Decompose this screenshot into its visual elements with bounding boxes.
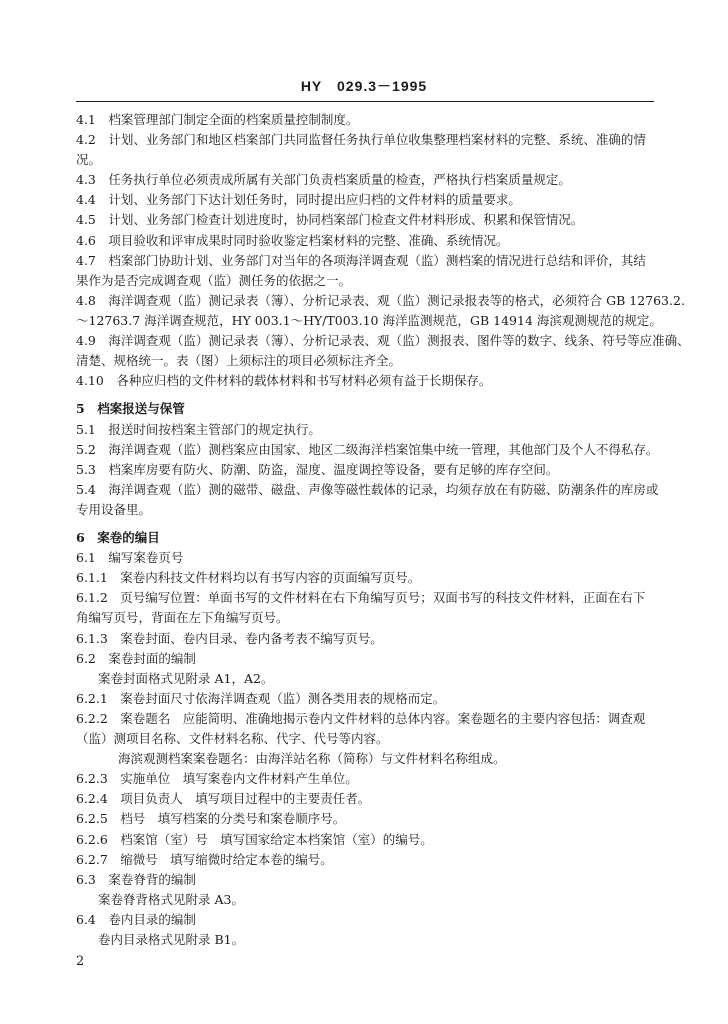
clause-4-7: 4.7 档案部门协助计划、业务部门对当年的各项海洋调查观（监）测档案的情况进行总结和评价，其结 [76,253,646,268]
clause-6-1-2-cont: 角编写页号，背面在左下角编写页号。 [76,610,289,625]
clause-6-2-7: 6.2.7 缩微号 填写缩微时给定本卷的编号。 [76,852,333,867]
clause-4-10: 4.10 各种应归档的文件材料的载体材料和书写材料必须有益于长期保存。 [76,373,492,388]
clause-6-2-2: 6.2.2 案卷题名 应能简明、准确地揭示卷内文件材料的总体内容。案卷题名的主要内容包括：调查观 [76,711,646,726]
clause-6-3-note: 案卷脊背格式见附录 A3。 [98,892,244,907]
clause-4-8: 4.8 海洋调查观（监）测记录表（簿）、分析记录表、观（监）测记录报表等的格式，必须符合 GB 12763.2. [76,293,685,308]
clause-4-2: 4.2 计划、业务部门和地区档案部门共同监督任务执行单位收集整理档案材料的完整、系统、准确的情 [76,132,646,147]
clause-6-1-2: 6.1.2 页号编写位置：单面书写的文件材料在右下角编写页号；双面书写的科技文件材料，正面在右下 [76,590,646,605]
clause-6-2-note: 案卷封面格式见附录 A1，A2。 [98,671,274,686]
clause-6-3: 6.3 案卷脊背的编制 [76,872,196,887]
clause-6-2-6: 6.2.6 档案馆（室）号 填写国家给定本档案馆（室）的编号。 [76,832,433,847]
clause-4-6: 4.6 项目验收和评审成果时同时验收鉴定档案材料的完整、准确、系统情况。 [76,233,509,248]
standard-header: HY 029.3－1995 [300,78,428,94]
section-6-heading: 6 案卷的编目 [76,530,160,545]
clause-4-5: 4.5 计划、业务部门检查计划进度时，协同档案部门检查文件材料形成、积累和保管情况。 [76,212,584,227]
clause-5-1: 5.1 报送时间按档案主管部门的规定执行。 [76,422,321,437]
clause-5-4-cont: 专用设备里。 [76,502,152,517]
clause-6-4: 6.4 卷内目录的编制 [76,912,196,927]
clause-6-2-1: 6.2.1 案卷封面尺寸依海洋调查观（监）测各类用表的规格而定。 [76,691,446,706]
clause-5-4: 5.4 海洋调查观（监）测的磁带、磁盘、声像等磁性载体的记录，均须存放在有防磁、防潮条件的库房或 [76,482,659,497]
clause-4-1: 4.1 档案管理部门制定全面的档案质量控制制度。 [76,112,359,127]
clause-6-1-3: 6.1.3 案卷封面、卷内目录、卷内备考表不编写页号。 [76,631,383,646]
clause-4-9-cont: 清楚、规格统一。表（图）上须标注的项目必须标注齐全。 [76,353,402,368]
clause-4-8-cont: ～12763.7 海洋调查规范，HY 003.1～HY/T003.10 海洋监测规范，GB 14914 海滨观测规范的规定。 [76,313,662,328]
clause-6-1-1: 6.1.1 案卷内科技文件材料均以有书写内容的页面编写页号。 [76,570,421,585]
clause-6-2-2-note: 海滨观测档案案卷题名：由海洋站名称（简称）与文件材料名称组成。 [118,751,506,766]
page-number: 2 [76,954,85,969]
clause-6-2-5: 6.2.5 档号 填写档案的分类号和案卷顺序号。 [76,811,346,826]
clause-6-4-note: 卷内目录格式见附录 B1。 [98,932,245,947]
clause-4-2-cont: 况。 [76,152,102,167]
clause-4-3: 4.3 任务执行单位必须责成所属有关部门负责档案质量的检查，严格执行档案质量规定。 [76,172,571,187]
clause-6-1: 6.1 编写案卷页号 [76,550,184,565]
clause-6-2-3: 6.2.3 实施单位 填写案卷内文件材料产生单位。 [76,771,358,786]
section-5-heading: 5 档案报送与保管 [76,401,185,416]
clause-4-9: 4.9 海洋调查观（监）测记录表（簿）、分析记录表、观（监）测报表、图件等的数字、线条、符号等应准确、 [76,333,690,348]
header-rule [76,101,654,102]
clause-5-2: 5.2 海洋调查观（监）测档案应由国家、地区二级海洋档案馆集中统一管理，其他部门及个人不得私存。 [76,442,659,457]
clause-6-2-4: 6.2.4 项目负责人 填写项目过程中的主要责任者。 [76,791,371,806]
clause-4-4: 4.4 计划、业务部门下达计划任务时，同时提出应归档的文件材料的质量要求。 [76,192,521,207]
clause-5-3: 5.3 档案库房要有防火、防潮、防盗，湿度、温度调控等设备，要有足够的库存空间。 [76,462,559,477]
clause-6-2: 6.2 案卷封面的编制 [76,651,196,666]
clause-6-2-2-cont: （监）测项目名称、文件材料名称、代字、代号等内容。 [76,731,389,746]
clause-4-7-cont: 果作为是否完成调查观（监）测任务的依据之一。 [76,273,352,288]
